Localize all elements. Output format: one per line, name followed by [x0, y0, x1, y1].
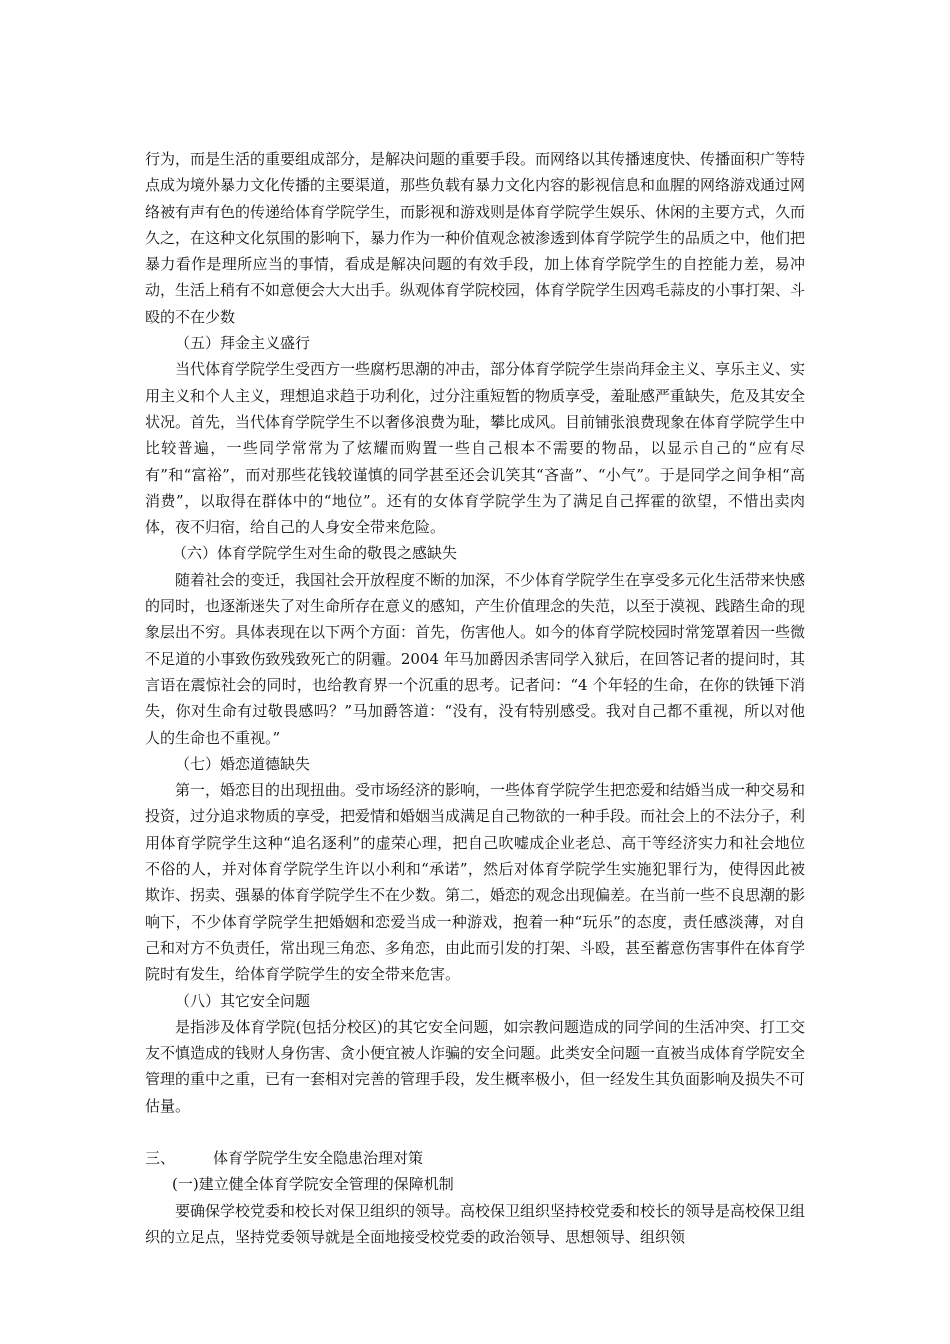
section-three-number: 三、 [145, 1148, 176, 1167]
heading-money-worship: （五）拜金主义盛行 [175, 334, 311, 353]
section-three-title: 体育学院学生安全隐患治理对策 [213, 1148, 424, 1167]
paragraph-marriage-ethics: 第一，婚恋目的出现扭曲。受市场经济的影响，一些体育学院学生把恋爱和结婚当成一种交易和投资，过分追求物质的享受，把爱情和婚姻当成满足自己物欲的一种手段。而社会上的不法分子，利用体育学院学生这种“追名逐利”的虚荣心理，把自己吹嘘成企业老总、高干等经济实力和社会地位不俗的人，并对体育学院学生许以小利和“承诺”，然后对体育学院学生实施犯罪行为，使得因此被欺诈、拐卖、强暴的体育学院学生不在少数。第二，婚恋的观念出现偏差。在当前一些不良思潮的影响下，不少体育学院学生把婚姻和恋爱当成一种游戏，抱着一种“玩乐”的态度，责任感淡薄，对自己和对方不负责任，常出现三角恋、多角恋，由此而引发的打架、斗殴，甚至蓄意伤害事件在体育学院时有发生，给体育学院学生的安全带来危害。 [145, 781, 806, 984]
section-spacer [145, 1119, 805, 1145]
paragraph-money-worship: 当代体育学院学生受西方一些腐朽思潮的冲击，部分体育学院学生崇尚拜金主义、享乐主义、实用主义和个人主义，理想追求趋于功利化，过分注重短暂的物质享受，羞耻感严重缺失，危及其安全状况。首先，当代体育学院学生不以奢侈浪费为耻，攀比成风。目前铺张浪费现象在体育学院学生中比较普遍，一些同学常常为了炫耀而购置一些自己根本不需要的物品，以显示自己的“应有尽有”和“富裕”，而对那些花钱较谨慎的同学甚至还会讥笑其“吝啬”、“小气”。于是同学之间争相“高消费”，以取得在群体中的“地位”。还有的女体育学院学生为了满足自己挥霍的欲望，不惜出卖肉体，夜不归宿，给自己的人身安全带来危险。 [145, 360, 806, 537]
document-page [145, 146, 805, 1250]
paragraph-safety-mechanism: 要确保学校党委和校长对保卫组织的领导。高校保卫组织坚持校党委和校长的领导是高校保卫组织的立足点，坚持党委领导就是全面地接受校党委的政治领导、思想领导、组织领 [145, 1201, 806, 1246]
paragraph-other-safety: 是指涉及体育学院(包括分校区)的其它安全问题，如宗教问题造成的同学间的生活冲突、打工交友不慎造成的钱财人身伤害、贪小便宜被人诈骗的安全问题。此类安全问题一直被当成体育学院安全管理的重中之重，已有一套相对完善的管理手段，发生概率极小，但一经发生其负面影响及损失不可估量。 [145, 1017, 806, 1115]
paragraph-violence-continued: 行为，而是生活的重要组成部分，是解决问题的重要手段。而网络以其传播速度快、传播面积广等特点成为境外暴力文化传播的主要渠道，那些负载有暴力文化内容的影视信息和血腥的网络游戏通过网络被有声有色的传递给体育学院学生，而影视和游戏则是体育学院学生娱乐、休闲的主要方式，久而久之，在这种文化氛围的影响下，暴力作为一种价值观念被渗透到体育学院学生的品质之中，他们把暴力看作是理所应当的事情，看成是解决问题的有效手段，加上体育学院学生的自控能力差，易冲动，生活上稍有不如意便会大大出手。纵观体育学院校园，体育学院学生因鸡毛蒜皮的小事打架、斗殴的不在少数 [145, 150, 806, 326]
heading-marriage-ethics: （七）婚恋道德缺失 [175, 754, 311, 773]
heading-safety-mechanism: (一)建立健全体育学院安全管理的保障机制 [172, 1175, 454, 1194]
section-three-heading [145, 1145, 805, 1171]
paragraph-life-reverence: 随着社会的变迁，我国社会开放程度不断的加深，不少体育学院学生在享受多元化生活带来快感的同时，也逐渐迷失了对生命所存在意义的感知，产生价值理念的失范，以至于漠视、践踏生命的现象层出不穷。具体表现在以下两个方面：首先，伤害他人。如今的体育学院校园时常笼罩着因一些微不足道的小事致伤致残致死亡的阴霾。2004 年马加爵因杀害同学入狱后，在回答记者的提问时，其言语在震惊社会的同时，也给教育界一个沉重的思考。记者问：“4 个年轻的生命，在你的铁锤下消失，你对生命有过敬畏感吗？”马加爵答道：“没有，没有特别感受。我对自己都不重视，所以对他人的生命也不重视。” [145, 570, 806, 747]
heading-life-reverence: （六）体育学院学生对生命的敬畏之感缺失 [172, 544, 458, 563]
heading-other-safety: （八）其它安全问题 [175, 991, 311, 1010]
